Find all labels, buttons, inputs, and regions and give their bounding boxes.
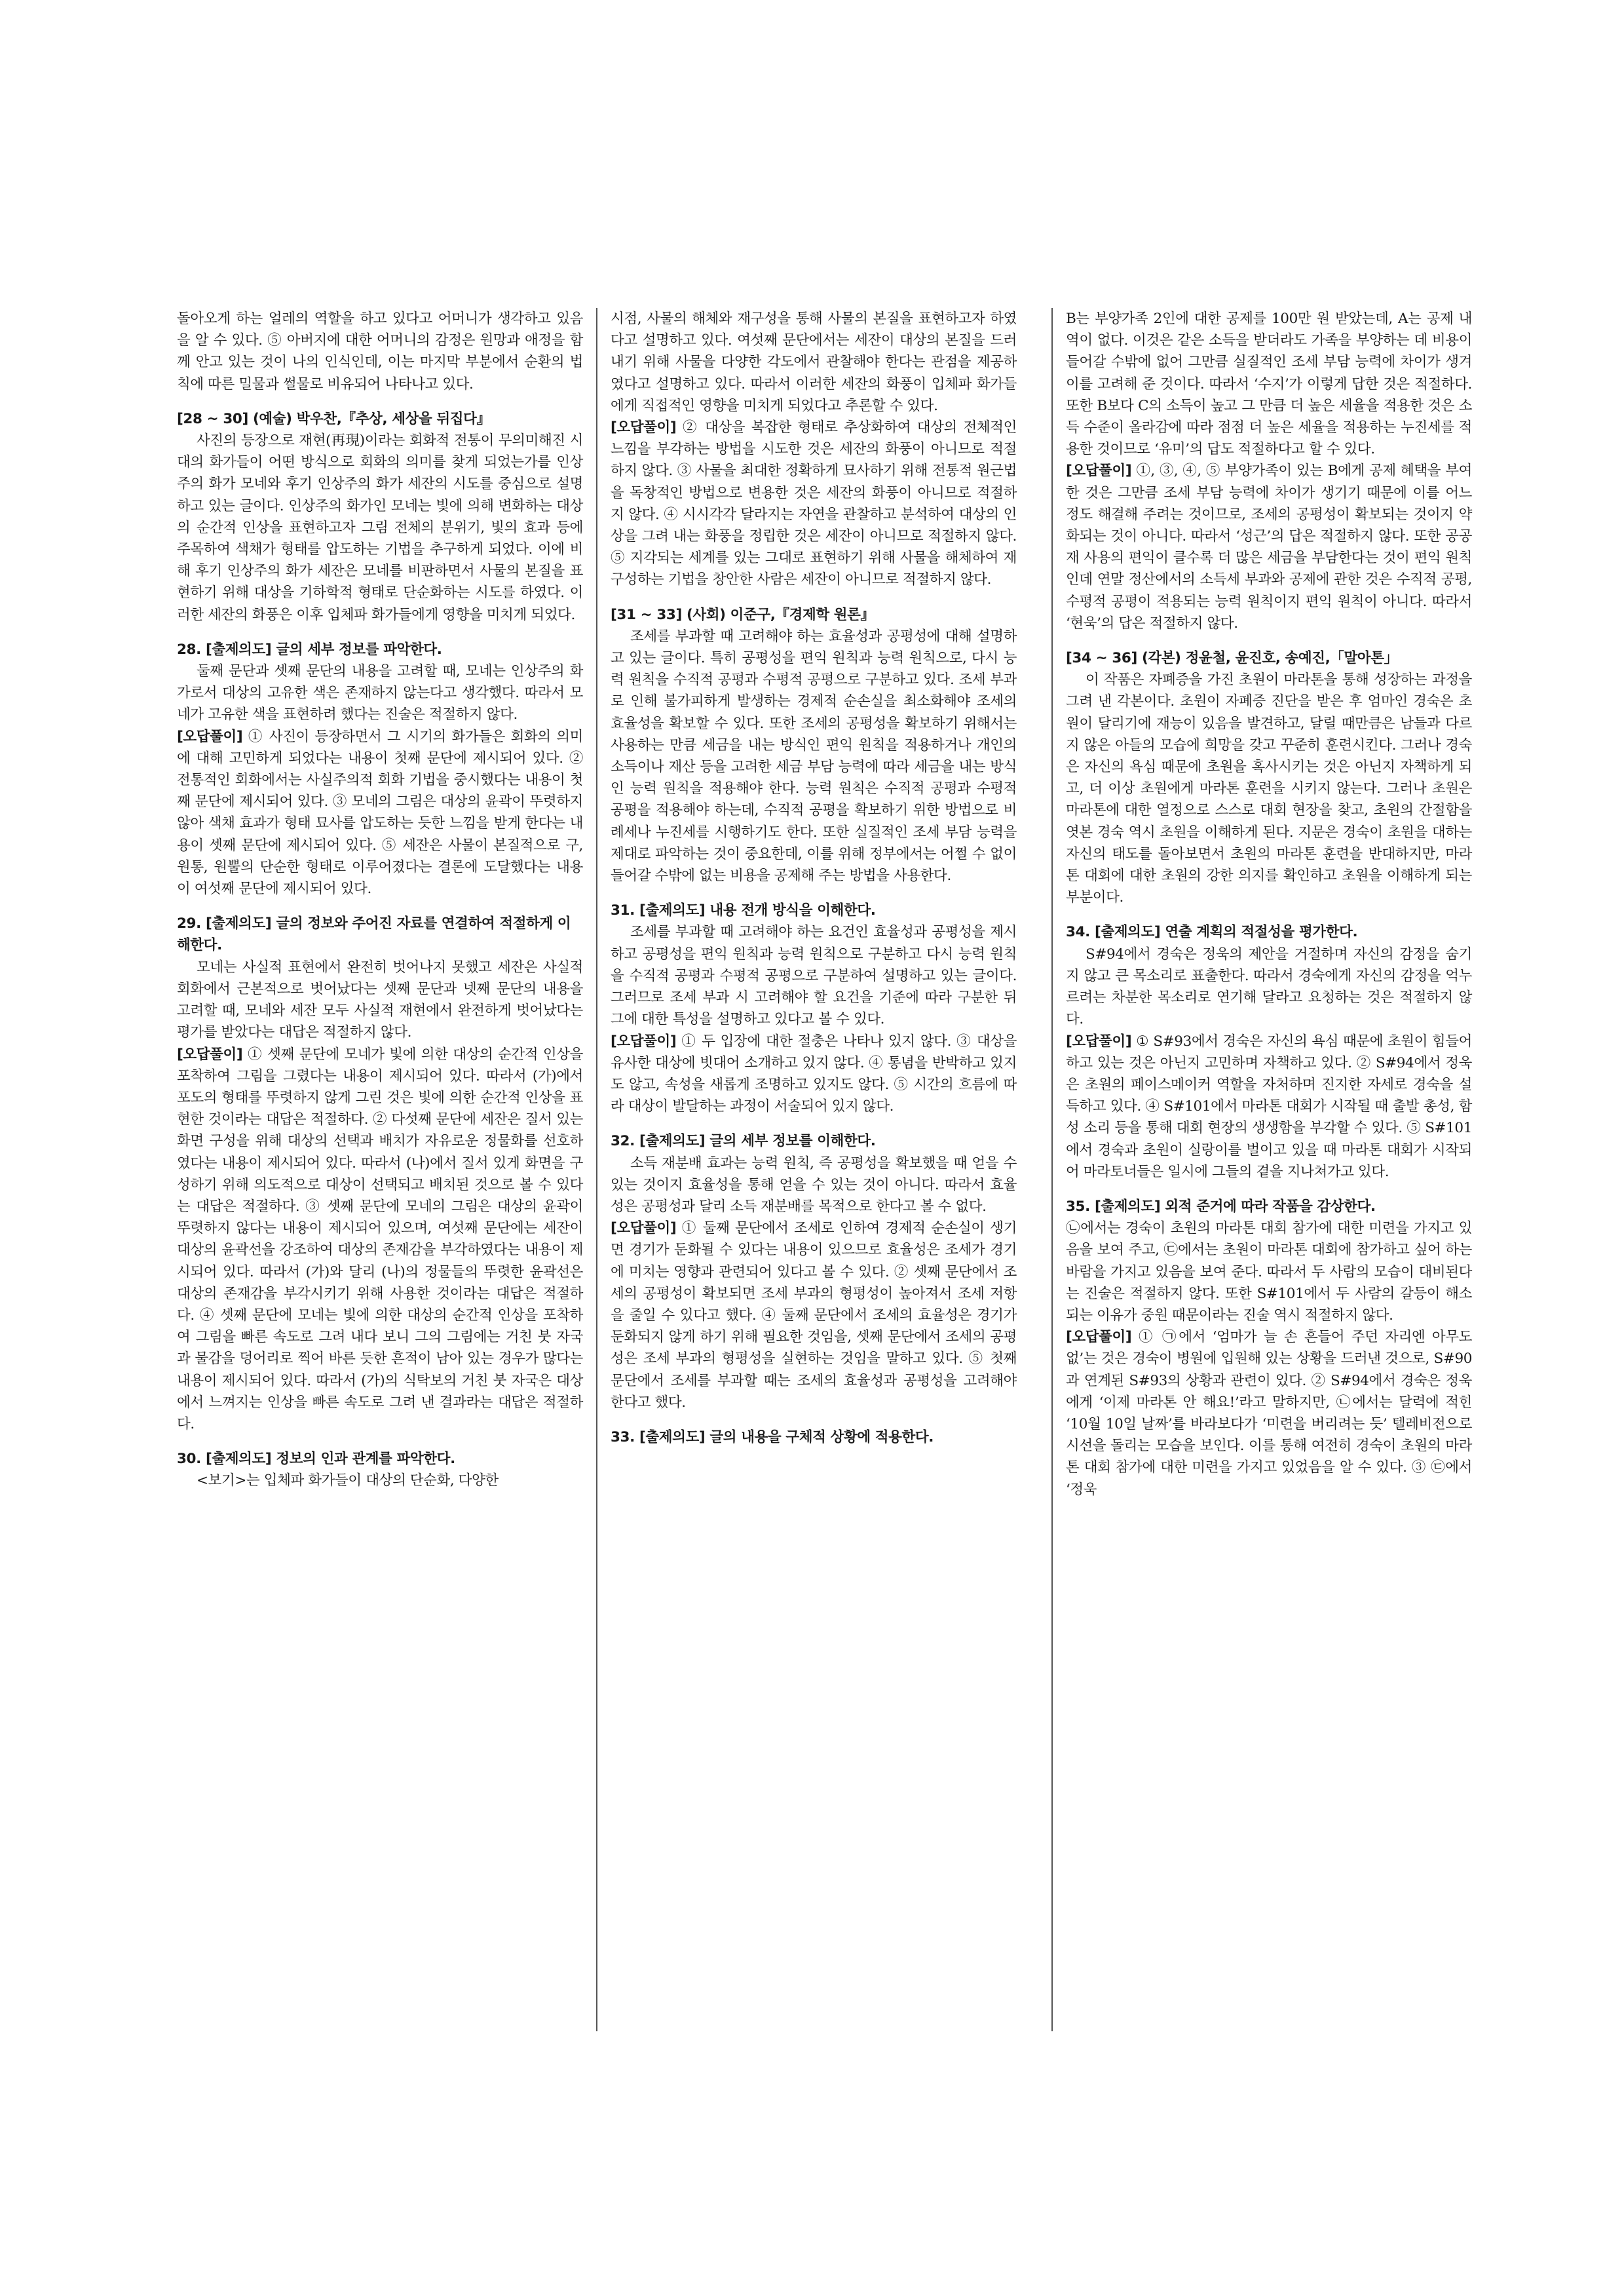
body-paragraph (611, 626, 1017, 887)
answer-explanation-paragraph (1066, 460, 1472, 634)
column-divider-1 (596, 308, 597, 2031)
section-heading: 29. [출제의도] 글의 정보와 주어진 자료를 연결하여 적절하게 이해한다. (177, 915, 571, 954)
section-heading: 35. [출제의도] 외적 준거에 따라 작품을 감상한다. (1066, 1198, 1376, 1215)
paragraph-text: ① 두 입장에 대한 절충은 나타나 있지 않다. ③ 대상을 유사한 대상에 빗대어 소개하고 있지 않다. ④ 통념을 반박하고 있지도 않고, 속성을 새롭게 조명하고 있지도 않다. ⑤ 시간의 흐름에 따라 대상이 발달하는 과정이 서술되어 있지 않다. (611, 1033, 1017, 1115)
body-paragraph (611, 1153, 1017, 1218)
paragraph-text: ①, ③, ④, ⑤ 부양가족이 있는 B에게 공제 혜택을 부여한 것은 그만큼 조세 부담 능력에 차이가 생기기 때문에 이를 어느 정도 해결해 주려는 것이므로, 조세의 공평성이 확보되는 것이지 약화되는 것이 아니다. 따라서 ‘성근’의 답은 적절하지 않다. 또한 공공재 사용의 편익이 클수록 더 많은 세금을 부담한다는 것이 편익 원칙인데 연말 정산에서의 소득세 부과와 공제에 관한 것은 수직적 공평, 수평적 공평이 적용되는 능력 원칙이지 편익 원칙이 아니다. 따라서 ‘현욱’의 답은 적절하지 않다. (1066, 463, 1472, 632)
paragraph-text: 소득 재분배 효과는 능력 원칙, 즉 공평성을 확보했을 때 얻을 수 있는 것이지 효율성을 통해 얻을 수 있는 것이 아니다. 따라서 효율성은 공평성과 달리 소득 재분배를 목적으로 한다고 볼 수 없다. (611, 1155, 1017, 1215)
paragraph-text: ② 대상을 복잡한 형태로 추상화하여 대상의 전체적인 느낌을 부각하는 방법을 시도한 것은 세잔의 화풍이 아니므로 적절하지 않다. ③ 사물을 최대한 정확하게 묘사하기 위해 전통적 원근법을 독창적인 방법으로 변용한 것은 세잔의 화풍이 아니므로 적절하지 않다. ④ 시시각각 달라지는 자연을 관찰하고 분석하여 대상의 인상을 그려 내는 화풍을 정립한 것은 세잔이 아니므로 적절하지 않다. ⑤ 지각되는 세계를 있는 그대로 표현하기 위해 사물을 해체하여 재구성하는 기법을 창안한 사람은 세잔이 아니므로 적절하지 않다. (611, 419, 1017, 588)
body-paragraph (177, 1470, 583, 1491)
answer-explanation-paragraph (611, 1031, 1017, 1118)
explanation-tag: [오답풀이] (177, 728, 243, 745)
answer-explanation-paragraph (177, 726, 583, 900)
paragraph-text: ① 둘째 문단에서 조세로 인하여 경제적 순손실이 생기면 경기가 둔화될 수 있다는 내용이 있으므로 효율성은 조세가 경기에 미치는 영향과 관련되어 있다고 볼 수 있다. ② 셋째 문단에서 조세의 공평성이 확보되면 조세 부과의 형평성이 높아져서 조세 저항을 줄일 수 있다고 했다. ④ 둘째 문단에서 조세의 효율성은 경기가 둔화되지 않게 하기 위해 필요한 것임을, 셋째 문단에서 조세의 공평성은 조세 부과의 형평성을 실현하는 것임을 말하고 있다. ⑤ 첫째 문단에서 조세를 부과할 때는 조세의 효율성과 공평성을 고려해야 한다고 했다. (611, 1220, 1017, 1411)
answer-explanation-paragraph (611, 1217, 1017, 1413)
answer-explanation-paragraph (1066, 1031, 1472, 1183)
section-heading: [34 ~ 36] (각본) 정윤철, 윤진호, 송예진,「말아톤」 (1066, 650, 1398, 667)
text-column-1 (177, 308, 583, 1492)
body-paragraph (177, 957, 583, 1044)
body-paragraph (177, 660, 583, 726)
answer-explanation-paragraph (611, 417, 1017, 591)
paragraph-text: ① 셋째 문단에 모네가 빛에 의한 대상의 순간적 인상을 포착하여 그림을 그렸다는 내용이 제시되어 있다. 따라서 (가)에서 포도의 형태를 뚜렷하지 않게 그린 것은 빛에 의한 순간적 인상을 표현한 것이라는 대답은 적절하다. ② 다섯째 문단에 세잔은 질서 있는 화면 구성을 위해 대상의 선택과 배치가 자유로운 정물화를 선호하였다는 내용이 제시되어 있다. 따라서 (나)에서 질서 있게 화면을 구성하기 위해 의도적으로 대상이 선택되고 배치된 것으로 볼 수 있다는 대답은 적절하다. ③ 셋째 문단에 모네의 그림은 대상의 윤곽이 뚜렷하지 않다는 내용이 제시되어 있으며, 여섯째 문단에는 세잔이 대상의 윤곽선을 강조하여 대상의 존재감을 부각하였다는 내용이 제시되어 있다. 따라서 (가)와 달리 (나)의 정물들의 뚜렷한 윤곽선은 대상의 존재감을 부각시키기 위해 사용한 것이라는 대답은 적절하다. ④ 셋째 문단에 모네는 빛에 의한 대상의 순간적 인상을 포착하여 그림을 빠른 속도로 그려 내다 보니 그의 그림에는 거친 붓 자국과 물감을 덩어리로 찍어 바른 듯한 흔적이 남아 있는 경우가 많다는 내용이 제시되어 있다. 따라서 (가)의 식탁보의 거친 붓 자국은 대상에서 느껴지는 인상을 빠른 속도로 그려 낸 결과라는 대답은 적절하다. (177, 1046, 583, 1432)
body-paragraph (1066, 308, 1472, 460)
paragraph-text: 시점, 사물의 해체와 재구성을 통해 사물의 본질을 표현하고자 하였다고 설명하고 있다. 여섯째 문단에서는 세잔이 대상의 본질을 드러내기 위해 사물을 다양한 각도에서 관찰해야 한다는 관점을 제공하였다고 설명하고 있다. 따라서 이러한 세잔의 화풍이 입체파 화가들에게 직접적인 영향을 미치게 되었다고 추론할 수 있다. (611, 311, 1017, 414)
text-column-3 (1066, 308, 1472, 1501)
explanation-tag: [오답풀이] (611, 1220, 677, 1237)
section-heading: 28. [출제의도] 글의 세부 정보를 파악한다. (177, 641, 442, 658)
section-heading: 30. [출제의도] 정보의 인과 관계를 파악한다. (177, 1451, 455, 1468)
paragraph-text: ㉡에서는 경숙이 초원의 마라톤 대회 참가에 대한 미련을 가지고 있음을 보여 주고, ㉢에서는 초원이 마라톤 대회에 참가하고 싶어 하는 바람을 가지고 있음을 보여 준다. 따라서 두 사람의 모습이 대비된다는 진술은 적절하지 않다. 또한 S#101에서 두 사람의 갈등이 해소되는 이유가 중원 때문이라는 진술 역시 적절하지 않다. (1066, 1220, 1472, 1324)
paragraph-text: ① ㉠에서 ‘엄마가 늘 손 흔들어 주던 자리엔 아무도 없’는 것은 경숙이 병원에 입원해 있는 상황을 드러낸 것으로, S#90과 연계된 S#93의 상황과 관련이 있다. ② S#94에서 경숙은 정욱에게 ‘이제 마라톤 안 해요!’라고 말하지만, ㉡에서는 달력에 적힌 ‘10월 10일 날짜’를 바라보다가 ‘미련을 버리려는 듯’ 텔레비전으로 시선을 돌리는 모습을 보인다. 이를 통해 여전히 경숙이 초원의 마라톤 대회 참가에 대한 미련을 가지고 있었음을 알 수 있다. ③ ㉢에서 ‘정욱 (1066, 1329, 1472, 1498)
section-heading: 33. [출제의도] 글의 내용을 구체적 상황에 적용한다. (611, 1428, 934, 1445)
explanation-tag: [오답풀이] (611, 419, 677, 436)
column-divider-2 (1051, 308, 1053, 2031)
body-paragraph (177, 308, 583, 395)
section-heading: 31. [출제의도] 내용 전개 방식을 이해한다. (611, 902, 876, 919)
explanation-tag: [오답풀이] (1066, 1329, 1132, 1346)
paragraph-text: <보기>는 입체파 화가들이 대상의 단순화, 다양한 (197, 1472, 499, 1489)
paragraph-text: S#94에서 경숙은 정욱의 제안을 거절하며 자신의 감정을 숨기지 않고 큰 목소리로 표출한다. 따라서 경숙에게 자신의 감정을 억누르려는 차분한 목소리로 연기해 달라고 요청하는 것은 적절하지 않다. (1066, 946, 1472, 1028)
body-paragraph (1066, 669, 1472, 908)
answer-explanation-paragraph (177, 1044, 583, 1436)
section-heading: [28 ~ 30] (예술) 박우찬,『추상, 세상을 뒤집다』 (177, 410, 491, 427)
answer-explanation-paragraph (1066, 1326, 1472, 1501)
explanation-tag: [오답풀이] (1066, 463, 1132, 480)
paragraph-text: 이 작품은 자폐증을 가진 초원이 마라톤을 통해 성장하는 과정을 그려 낸 각본이다. 초원이 자폐증 진단을 받은 후 엄마인 경숙은 초원이 달리기에 재능이 있음을 발견하고, 달릴 때만큼은 남들과 다르지 않은 아들의 모습에 희망을 갖고 꾸준히 훈련시킨다. 그러나 경숙은 자신의 욕심 때문에 초원을 혹사시키는 것은 아닌지 자책하게 되고, 더 이상 초원에게 마라톤 훈련을 시키지 않는다. 그러나 초원은 마라톤에 대한 열정으로 스스로 대회 현장을 찾고, 초원의 간절함을 엿본 경숙 역시 초원을 이해하게 된다. 지문은 경숙이 초원을 대하는 자신의 태도를 돌아보면서 초원의 마라톤 훈련을 반대하지만, 마라톤 대회에 대한 초원의 강한 의지를 확인하고 초원을 이해하게 되는 부분이다. (1066, 672, 1472, 906)
paragraph-text: 조세를 부과할 때 고려해야 하는 효율성과 공평성에 대해 설명하고 있는 글이다. 특히 공평성을 편익 원칙과 능력 원칙으로, 다시 능력 원칙을 수직적 공평과 수평적 공평으로 구분하고 있다. 조세 부과로 인해 불가피하게 발생하는 경제적 순손실을 최소화해야 조세의 효율성을 확보할 수 있다. 또한 조세의 공평성을 확보하기 위해서는 사용하는 만큼 세금을 내는 방식인 편익 원칙을 적용하거나 개인의 소득이나 재산 등을 고려한 세금 부담 능력에 따라 세금을 내는 방식인 능력 원칙을 적용해야 한다. 능력 원칙은 수직적 공평과 수평적 공평을 적용해야 하는데, 수직적 공평을 확보하기 위한 방법으로 비례세나 누진세를 시행하기도 한다. 또한 실질적인 조세 부담 능력을 제대로 파악하는 것이 중요한데, 이를 위해 정부에서는 어쩔 수 없이 들어갈 수밖에 없는 비용을 공제해 주는 방법을 사용한다. (611, 628, 1017, 885)
paragraph-text: B는 부양가족 2인에 대한 공제를 100만 원 받았는데, A는 공제 내역이 없다. 이것은 같은 소득을 받더라도 가족을 부양하는 데 비용이 들어갈 수밖에 없어 그만큼 실질적인 조세 부담 능력에 차이가 생겨 이를 고려해 준 것이다. 따라서 ‘수지’가 이렇게 답한 것은 적절하다. 또한 B보다 C의 소득이 높고 그 만큼 더 높은 세율을 적용한 것은 소득 수준이 올라감에 따라 점점 더 높은 세율을 적용하는 누진세를 적용한 것이므로 ‘유미’의 답도 적절하다고 할 수 있다. (1066, 311, 1472, 458)
paragraph-text: ① S#93에서 경숙은 자신의 욕심 때문에 초원이 힘들어하고 있는 것은 아닌지 고민하며 자책하고 있다. ② S#94에서 정욱은 초원의 페이스메이커 역할을 자처하며 진지한 자세로 경숙을 설득하고 있다. ④ S#101에서 마라톤 대회가 시작될 때 출발 총성, 함성 소리 등을 통해 대회 현장의 생생함을 부각할 수 있다. ⑤ S#101에서 경숙과 초원이 실랑이를 벌이고 있을 때 마라톤 대회가 시작되어 마라토너들은 일시에 그들의 곁을 지나쳐가고 있다. (1066, 1033, 1472, 1180)
paragraph-text: ① 사진이 등장하면서 그 시기의 화가들은 회화의 의미에 대해 고민하게 되었다는 내용이 첫째 문단에 제시되어 있다. ② 전통적인 회화에서는 사실주의적 회화 기법을 중시했다는 내용이 첫째 문단에 제시되어 있다. ③ 모네의 그림은 대상의 윤곽이 뚜렷하지 않아 색채 효과가 형태 묘사를 압도하는 듯한 느낌을 받게 한다는 내용이 셋째 문단에 제시되어 있다. ⑤ 세잔은 사물이 본질적으로 구, 원통, 원뿔의 단순한 형태로 이루어졌다는 결론에 도달했다는 내용이 여섯째 문단에 제시되어 있다. (177, 728, 583, 898)
body-paragraph (177, 430, 583, 626)
paragraph-text: 모네는 사실적 표현에서 완전히 벗어나지 못했고 세잔은 사실적 회화에서 근본적으로 벗어났다는 셋째 문단과 넷째 문단의 내용을 고려할 때, 모네와 세잔 모두 사실적 재현에서 완전하게 벗어났다는 평가를 받았다는 대답은 적절하지 않다. (177, 959, 583, 1041)
section-heading: 34. [출제의도] 연출 계획의 적절성을 평가한다. (1066, 924, 1358, 941)
paragraph-text: 조세를 부과할 때 고려해야 하는 요건인 효율성과 공평성을 제시하고 공평성을 편익 원칙과 능력 원칙으로 구분하고 다시 능력 원칙을 수직적 공평과 수평적 공평으로 구분하여 설명하고 있는 글이다. 그러므로 조세 부과 시 고려해야 할 요건을 기준에 따라 구분한 뒤 그에 대한 특성을 설명하고 있다고 볼 수 있다. (611, 924, 1017, 1028)
explanation-tag: [오답풀이] (177, 1046, 243, 1063)
body-paragraph (611, 921, 1017, 1030)
section-heading: [31 ~ 33] (사회) 이준구,『경제학 원론』 (611, 606, 875, 623)
explanation-tag: [오답풀이] (1066, 1033, 1132, 1050)
paragraph-text: 사진의 등장으로 재현(再現)이라는 회화적 전통이 무의미해진 시대의 화가들이 어떤 방식으로 회화의 의미를 찾게 되었는가를 인상주의 화가 모네와 후기 인상주의 화가 세잔의 시도를 중심으로 설명하고 있는 글이다. 인상주의 화가인 모네는 빛에 의해 변화하는 대상의 순간적 인상을 표현하고자 그림 전체의 분위기, 빛의 효과 등에 주목하여 색채가 형태를 압도하는 기법을 추구하게 되었다. 이에 비해 후기 인상주의 화가 세잔은 모네를 비판하면서 사물의 본질을 표현하기 위해 대상을 기하학적 형태로 단순화하는 시도를 하였다. 이러한 세잔의 화풍은 이후 입체파 화가들에게 영향을 미치게 되었다. (177, 432, 583, 623)
body-paragraph (1066, 1217, 1472, 1326)
paragraph-text: 돌아오게 하는 얼레의 역할을 하고 있다고 어머니가 생각하고 있음을 알 수 있다. ⑤ 아버지에 대한 어머니의 감정은 원망과 애정을 함께 안고 있는 것이 나의 인식인데, 이는 마지막 부분에서 순환의 법칙에 따른 밀물과 썰물로 비유되어 나타나고 있다. (177, 311, 583, 392)
paragraph-text: 둘째 문단과 셋째 문단의 내용을 고려할 때, 모네는 인상주의 화가로서 대상의 고유한 색은 존재하지 않는다고 생각했다. 따라서 모네가 고유한 색을 표현하려 했다는 진술은 적절하지 않다. (177, 663, 583, 723)
body-paragraph (611, 308, 1017, 417)
explanation-tag: [오답풀이] (611, 1033, 677, 1050)
body-paragraph (1066, 944, 1472, 1031)
section-heading: 32. [출제의도] 글의 세부 정보를 이해한다. (611, 1133, 876, 1150)
text-column-2 (611, 308, 1017, 1448)
